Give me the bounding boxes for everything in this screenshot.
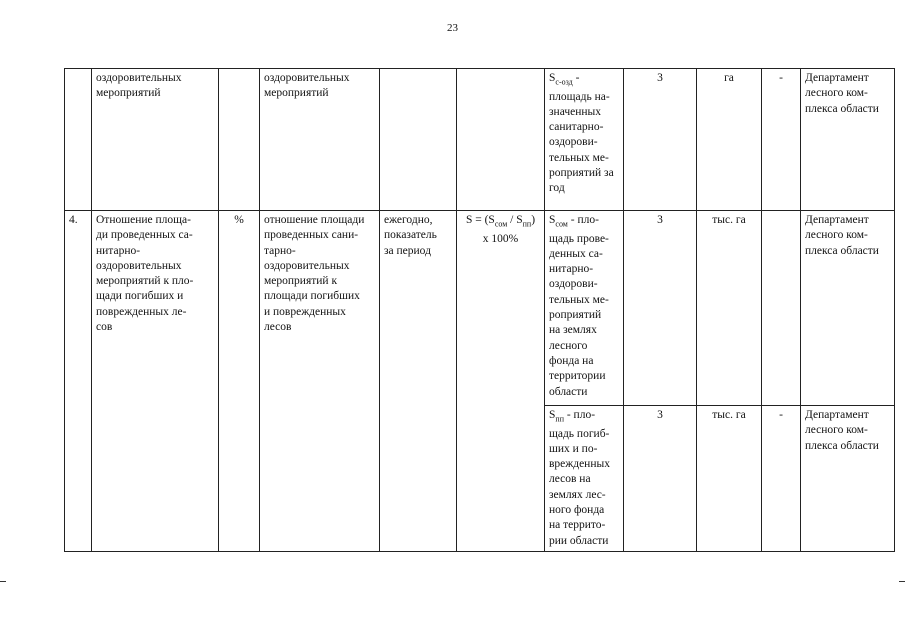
row-number: 4. <box>65 211 92 552</box>
dash-cell: - <box>762 406 801 552</box>
method-code: 3 <box>624 406 697 552</box>
table-row <box>65 69 895 211</box>
variable-unit: тыс. га <box>697 406 762 552</box>
method-code: 3 <box>624 211 697 406</box>
scan-edge-mark <box>899 581 905 582</box>
indicator-table <box>64 68 895 552</box>
periodicity: ежегодно, показатель за период <box>380 211 457 552</box>
indicator-unit: % <box>219 211 260 552</box>
periodicity <box>380 69 457 211</box>
dash-cell <box>762 211 801 406</box>
formula <box>457 69 545 211</box>
method-code: 3 <box>624 69 697 211</box>
scan-edge-mark <box>0 581 6 582</box>
variable-description: $S_{сом} - пло-$ щадь прове- денных са- нитарно- оздорови- тельных ме- роприятий на землях лесного фонда на территории области <box>545 211 624 406</box>
responsible-source: Департамент лесного ком- плекса области <box>801 211 895 406</box>
row-number <box>65 69 92 211</box>
indicator-definition: отношение площади проведенных сани- тарно- оздоровительных мероприятий к площади погибших и поврежденных лесов <box>260 211 380 552</box>
indicator-definition: оздоровительных мероприятий <box>260 69 380 211</box>
variable-description: $S_{пп} - пло-$ щадь погиб- ших и по- врежденных лесов на землях лес- ного фонда на террито- рии области <box>545 406 624 552</box>
table-row <box>65 211 895 406</box>
indicator-name: Отношение площа- ди проведенных са- нитарно- оздоровительных мероприятий к пло- щади погибших и поврежденных ле- сов <box>92 211 219 552</box>
responsible-source: Департамент лесного ком- плекса области <box>801 69 895 211</box>
variable-description: $S_{с-озд}$ - площадь на- значенных санитарно- оздорови- тельных ме- роприятий за год <box>545 69 624 211</box>
indicator-unit <box>219 69 260 211</box>
page-number: 23 <box>447 22 458 34</box>
indicator-name: оздоровительных мероприятий <box>92 69 219 211</box>
dash-cell: - <box>762 69 801 211</box>
variable-unit: тыс. га <box>697 211 762 406</box>
responsible-source: Департамент лесного ком- плекса области <box>801 406 895 552</box>
formula: $S = (S_{сом} / S_{пп})$ x 100% <box>457 211 545 552</box>
variable-unit: га <box>697 69 762 211</box>
